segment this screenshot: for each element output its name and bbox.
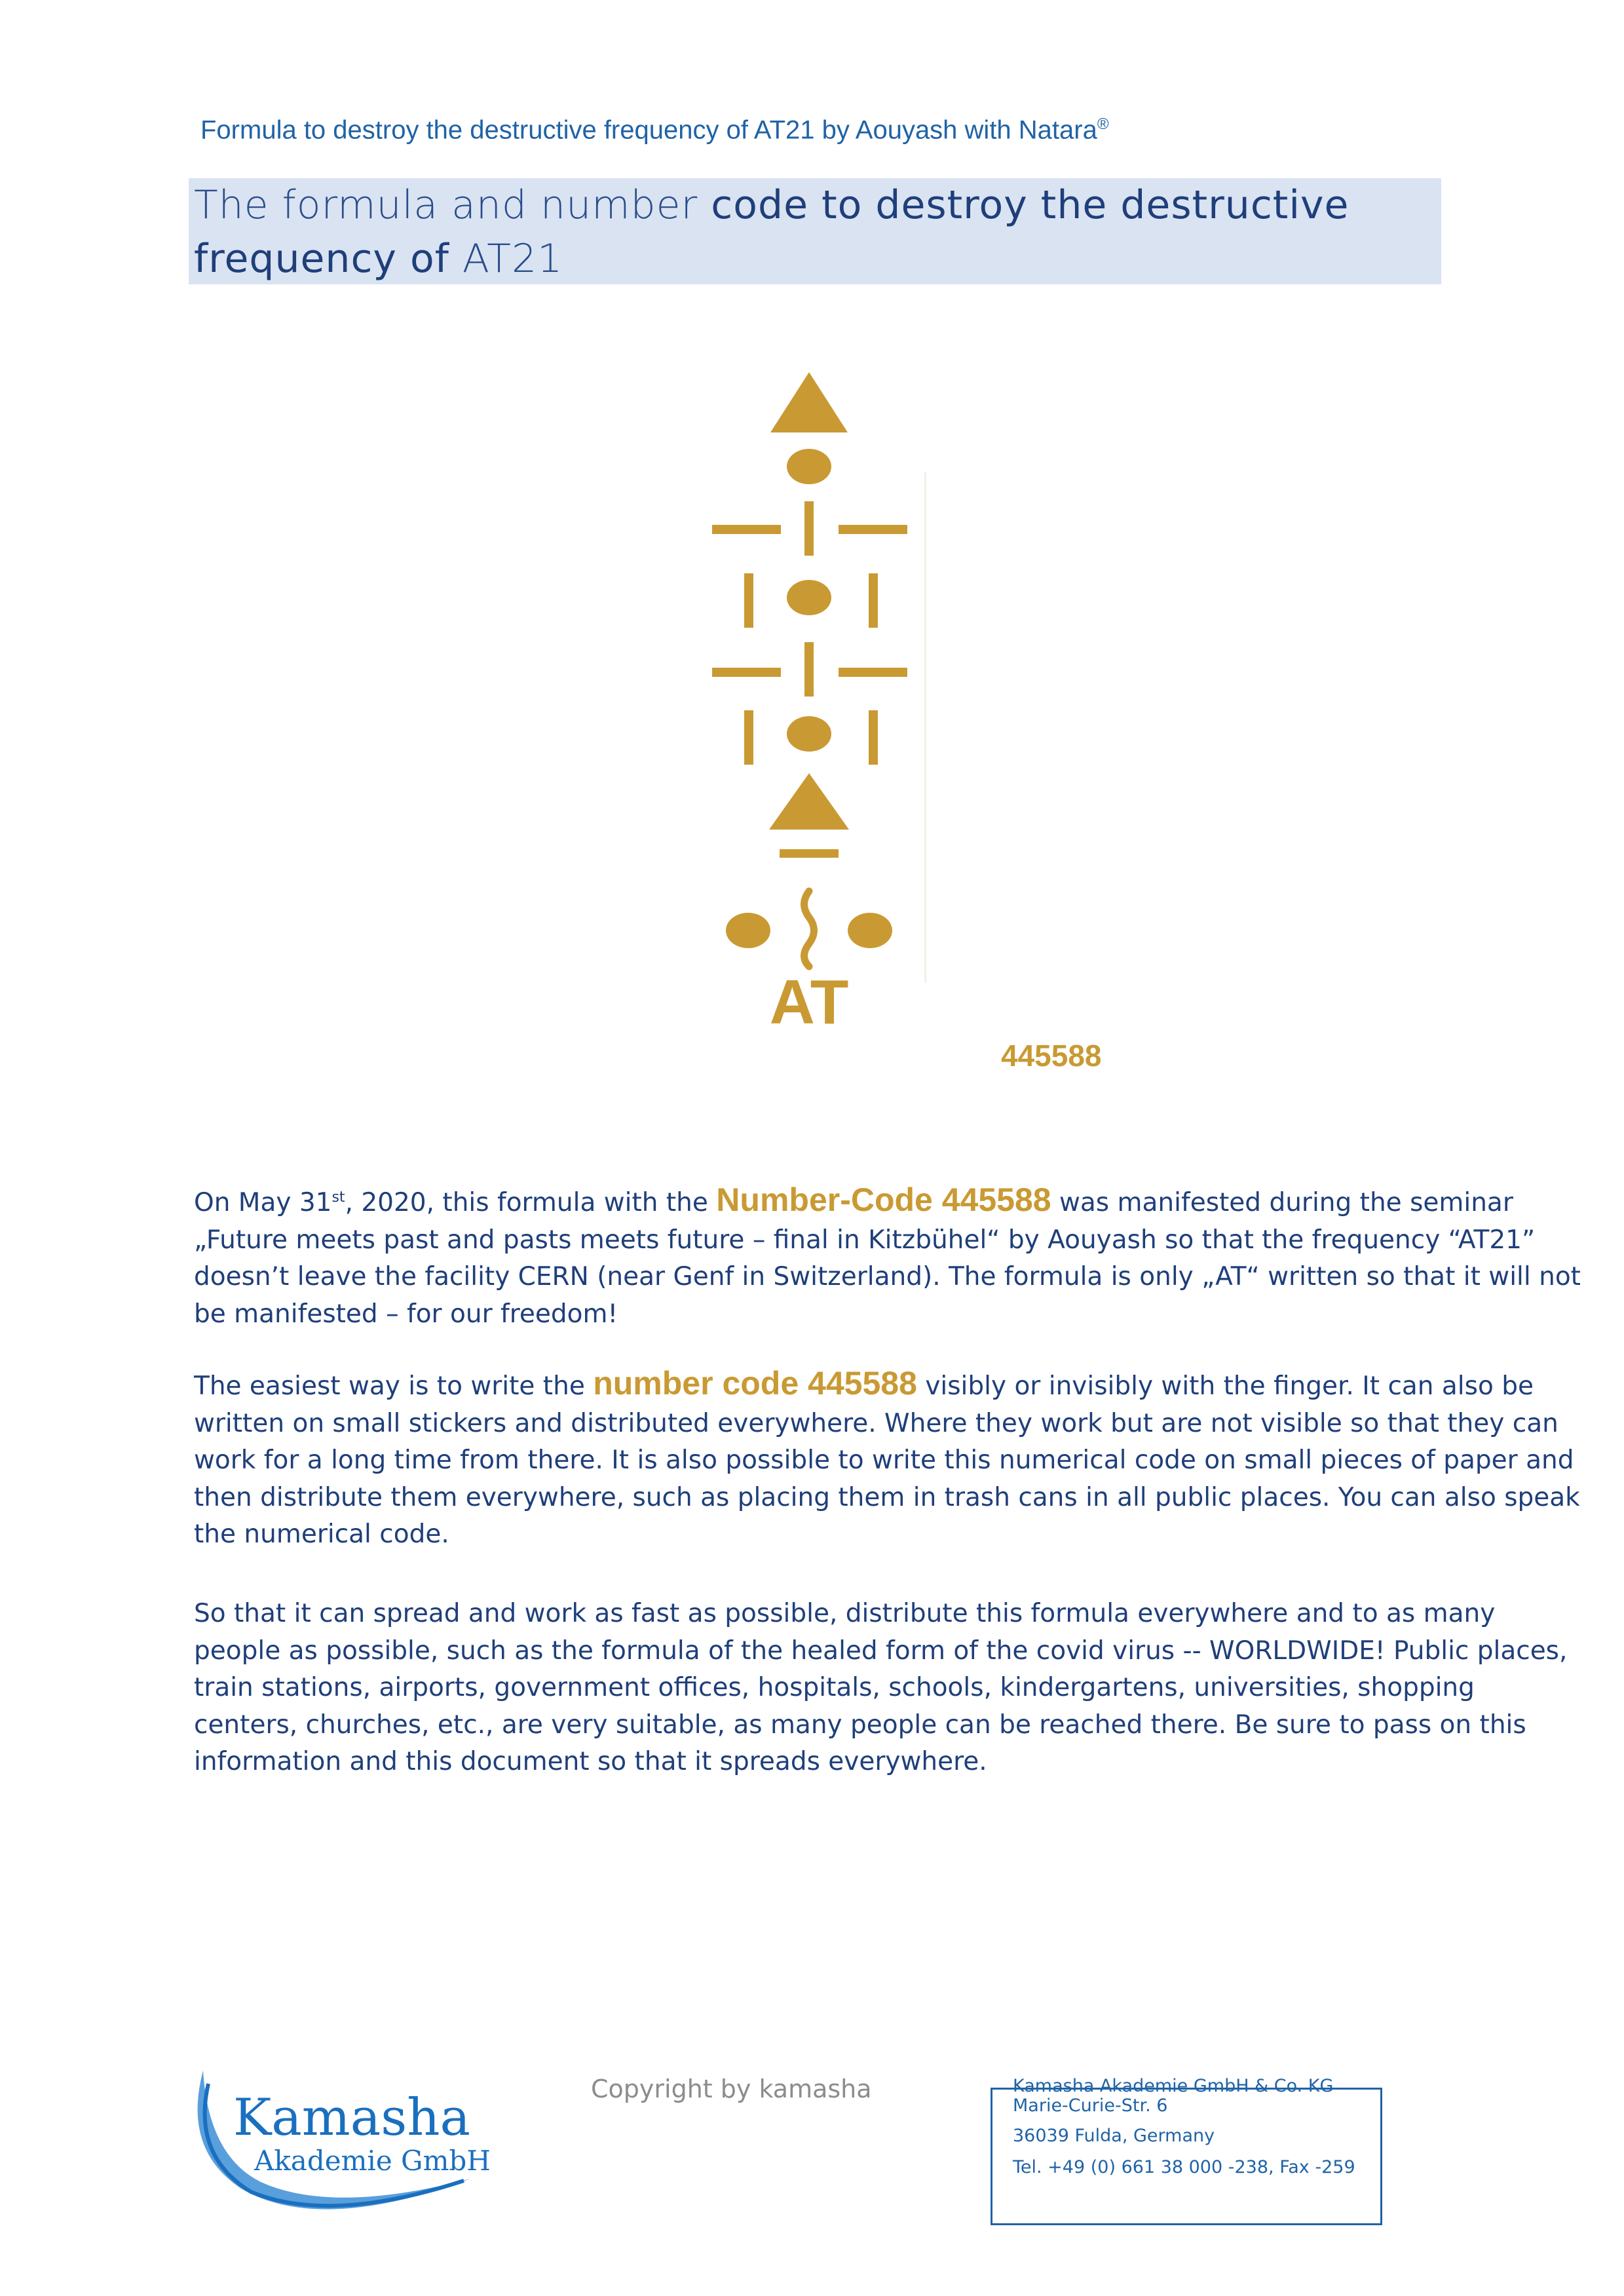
copyright: Copyright by kamasha	[591, 2075, 872, 2103]
page-header	[200, 115, 1109, 145]
bar-center-1	[804, 501, 814, 556]
triangle-top-icon	[770, 372, 848, 432]
registered-mark: ®	[1097, 115, 1109, 133]
dot-mid-1-icon	[787, 580, 831, 615]
paragraph-3: So that it can spread and work as fast as possible, distribute this formula everywhere and to as many people as possible, such as the formula of the healed form of the covid virus -- WORLDWIDE! Public places, train stations, airports, government offices, hospitals, schools, kindergartens, universities, shopping centers, churches, etc., are very suitable, as many people can be reached there. Be sure to pass on this information and this document so that it spreads everywhere.	[194, 1599, 1568, 1776]
formula-symbol	[701, 354, 937, 1048]
logo-sub: Akademie GmbH	[254, 2145, 491, 2177]
p2-text-b: visibly or invisibly with the finger. It can also be written on small stickers and distributed everywhere. Where they work but are not visible so that they can work for a long time from there. It is also possible to write this numerical code on small pieces of paper and then distribute them everywhere, such as placing them in trash cans in all public places. You can also speak the numerical code.	[194, 1371, 1580, 1549]
dash-right-1	[839, 525, 907, 534]
address-company: Kamasha Akademie GmbH & Co. KG	[1013, 2076, 1334, 2096]
title-part-strong: code to destroy the destructive frequency of	[194, 182, 1350, 282]
p1-text-c: was manifested during the seminar „Future meets past and pasts meets future – final in Kitzbühel“ by Aouyash so that the frequency “AT21” doesn’t leave the facility CERN (near Genf in Switzerland). The formula is only „AT“ written so that it will not be manifested – for our freedom!	[194, 1188, 1581, 1329]
bar-right-2	[869, 710, 878, 765]
address-city: 36039 Fulda, Germany	[1013, 2126, 1215, 2146]
logo-name: Kamasha	[233, 2088, 471, 2147]
dot-right-icon	[848, 913, 892, 948]
p2-text-a: The easiest way is to write the	[194, 1371, 585, 1401]
dot-left-icon	[726, 913, 770, 948]
formula-label: AT	[769, 967, 849, 1037]
triangle-lower-icon	[769, 773, 849, 830]
dash-under-triangle	[780, 849, 839, 858]
dash-right-2	[839, 668, 907, 677]
number-code: 445588	[1001, 1039, 1102, 1073]
bar-right-1	[869, 573, 878, 628]
header-text: Formula to destroy the destructive frequency of AT21 by Aouyash with Natara	[200, 115, 1097, 145]
paragraph-2	[194, 1365, 1583, 1554]
page-title	[194, 178, 1426, 286]
kamasha-logo	[189, 2057, 497, 2218]
p1-text-b: , 2020, this formula with the	[345, 1188, 708, 1217]
bar-left-2	[744, 710, 753, 765]
p1-highlight: Number-Code 445588	[716, 1181, 1051, 1218]
dot-top-icon	[787, 449, 831, 484]
p2-highlight: number code 445588	[593, 1365, 917, 1402]
address-phone: Tel. +49 (0) 661 38 000 -238, Fax -259	[1013, 2157, 1355, 2177]
p1-text-a: On May 31	[194, 1188, 332, 1217]
p1-sup: st	[331, 1189, 345, 1206]
address-street: Marie-Curie-Str. 6	[1013, 2095, 1168, 2116]
dash-left-2	[712, 668, 781, 677]
bar-left-1	[744, 573, 753, 628]
dash-left-1	[712, 525, 781, 534]
paragraph-1	[194, 1179, 1583, 1333]
title-part-light: The formula and number	[194, 182, 698, 228]
divider-line	[924, 472, 926, 983]
bar-center-2	[804, 642, 814, 697]
wave-icon	[804, 891, 814, 966]
dot-mid-2-icon	[787, 716, 831, 752]
title-part-code: AT21	[462, 236, 563, 282]
